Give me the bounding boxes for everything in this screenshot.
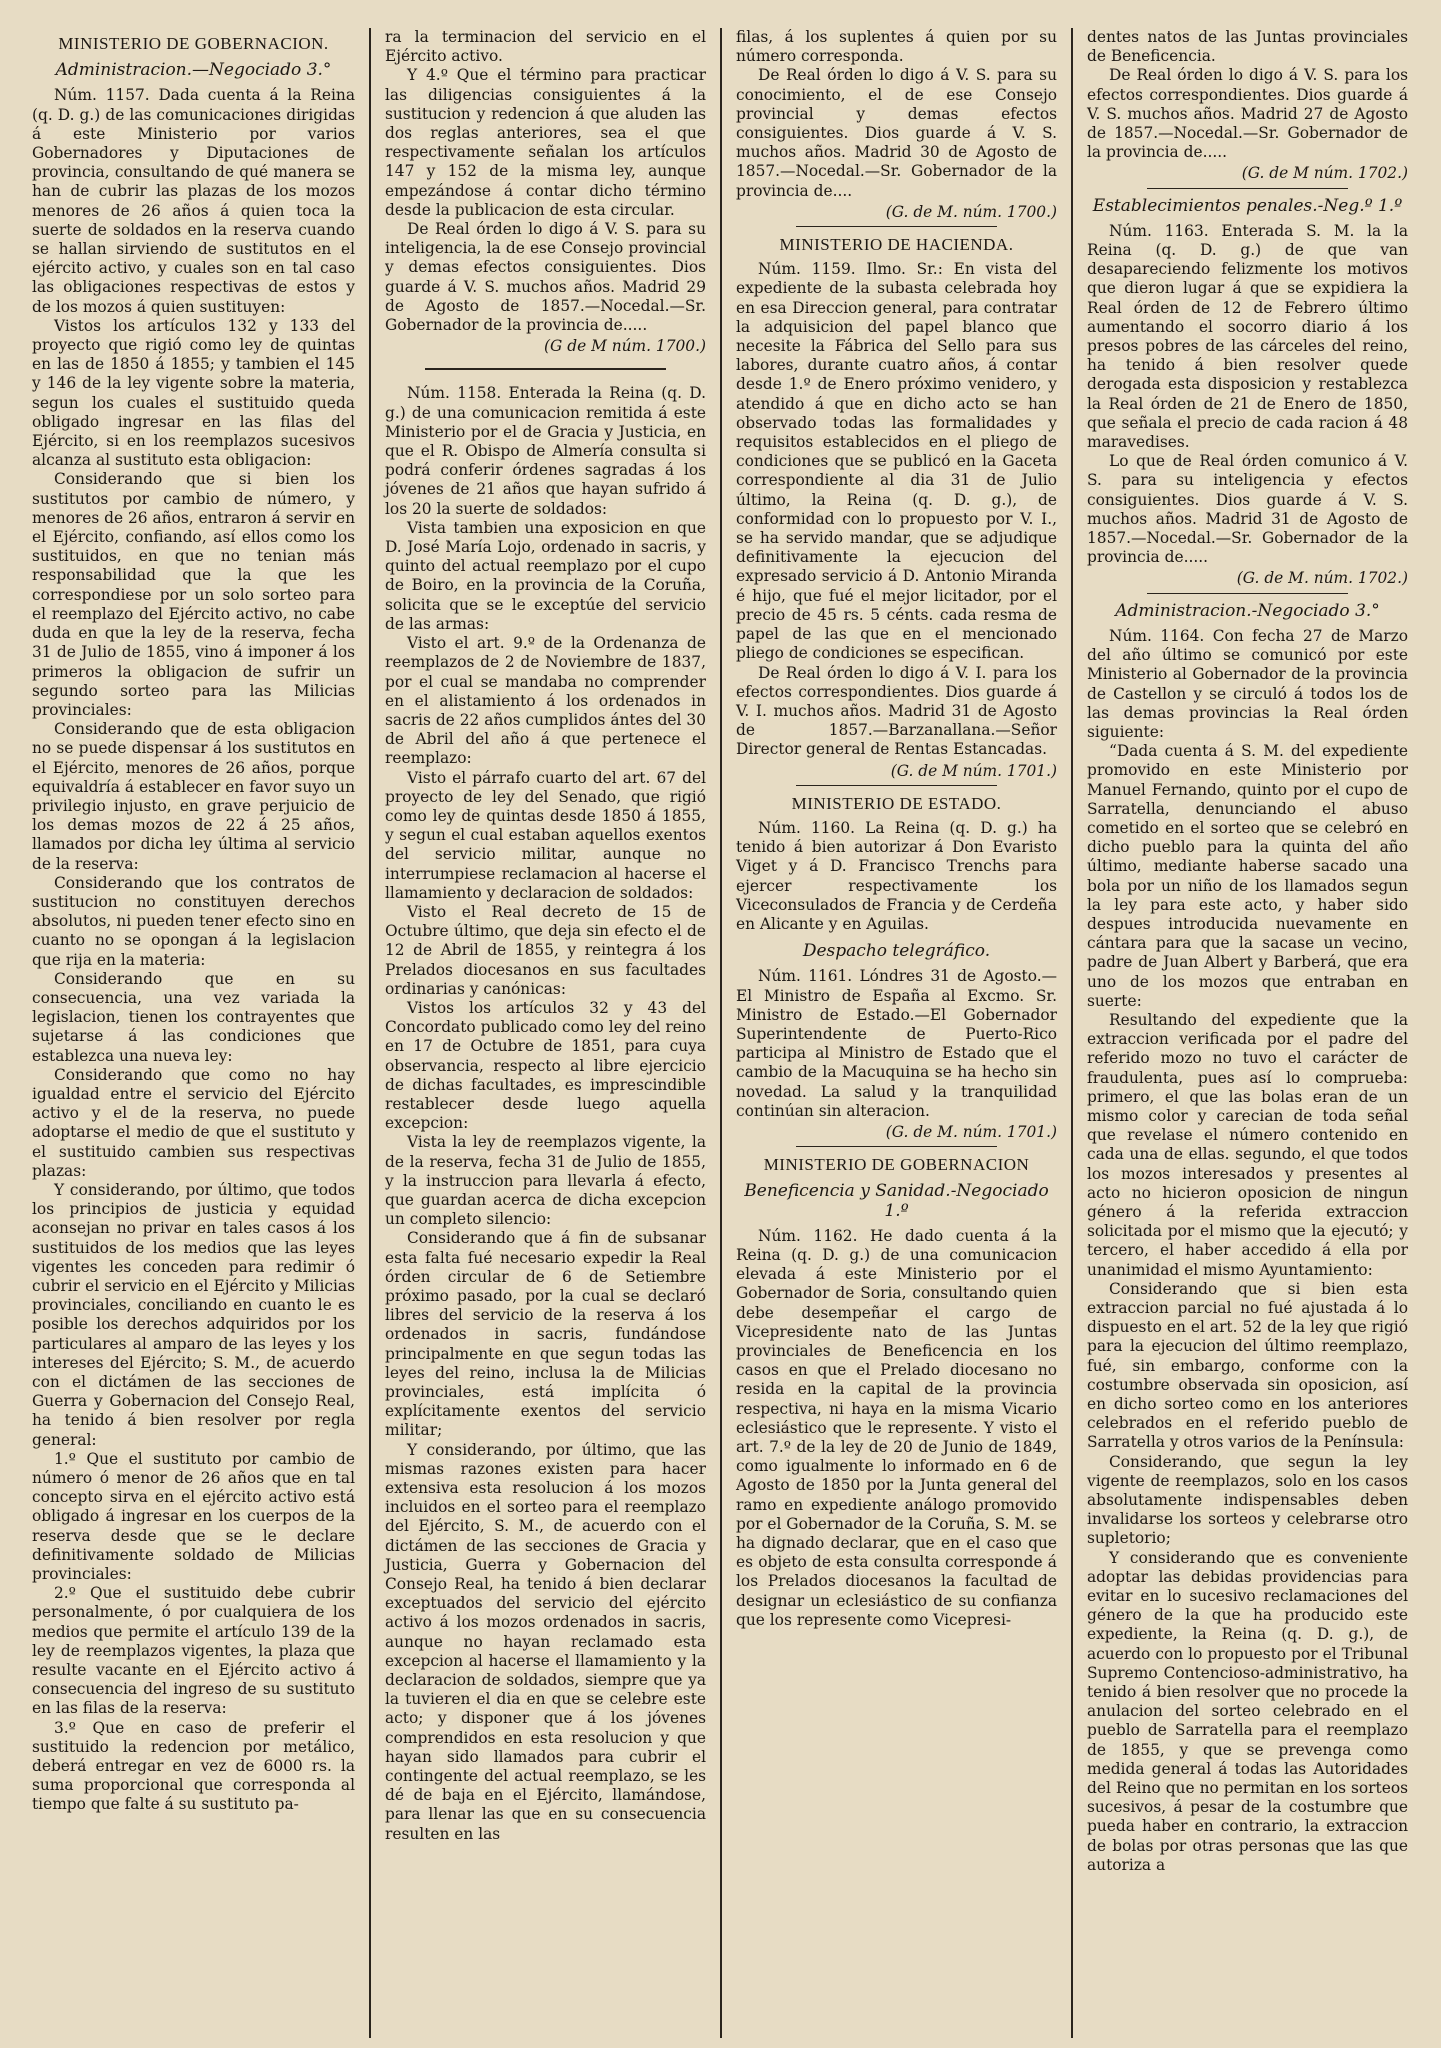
paragraph: Núm. 1163. Enterada S. M. la la Reina (q. D. g.) de que van desapareciendo felizmente los motivos que dieron lugar á que se expidiera la Real órden de 12 de Febrero último aumentando el socorro diario á los presos pobres de las cárceles del reino, ha tenido á bien resolver quede derogada esta disposicion y restablezca la Real órden de 21 de Enero de 1850, que señala el precio de cada racion á 48 maravedises. — [1087, 221, 1408, 452]
paragraph: Núm. 1158. Enterada la Reina (q. D. g.) de una comunicacion remitida á este Ministerio por el de Gracia y Justicia, en que el R. Obispo de Almería consulta si podrá conferir órdenes sagradas á los jóvenes de 21 años que hayan sufrido á los 20 la suerte de soldados: — [385, 384, 706, 518]
section-heading: MINISTERIO DE GOBERNACION — [763, 1155, 1030, 1175]
source-citation: (G de M núm. 1700.) — [544, 337, 706, 356]
paragraph: De Real órden lo digo á V. I. para los efectos correspondientes. Dios guarde á V. I. muchos años. Madrid 31 de Agosto de 1857.—Barzanallana.—Señor Director general de Rentas Estancadas. — [736, 663, 1057, 759]
article-1157 — [32, 86, 355, 1814]
section-subheading: Administracion.-Negociado 3.° — [1115, 600, 1380, 621]
divider — [1147, 593, 1348, 594]
paragraph: Núm. 1159. Ilmo. Sr.: En vista del expediente de la subasta celebrada hoy en esa Direccion general, para contratar la adquisicion del papel blanco que necesite la Fábrica del Sello para sus labores, durante cuatro años, á contar desde 1.º de Enero próximo venidero, y atendido á que en dicho acto se han observado todas las formalidades y requisitos establecidos en el pliego de condiciones que se publicó en la Gaceta correspondiente al dia 31 de Julio último, la Reina (q. D. g.), de conformidad con lo propuesto por V. I., se ha servido mandar, que se adjudique definitivamente la ejecucion del expresado servicio á D. Antonio Miranda é hijo, que fué el mejor licitador, por el precio de 45 rs. 5 cénts. cada resma de papel de las que en el mencionado pliego de condiciones se especifican. — [736, 260, 1057, 663]
column-1 — [18, 28, 369, 2038]
paragraph: Resultando del expediente que la extraccion verificada por el padre del referido mozo no tuvo el carácter de fraudulenta, pues así lo comprueba: primero, el que las bolas eran de un mismo color y carecian de toda señal que revelase el número contenido en cada una de ellas. segundo, el que todos los mozos interesados y presentes al acto no hicieron oposicion de ningun género á la referida extraccion solicitada por el mismo que la ejecutó; y tercero, el haber accedido á ella por unanimidad el mismo Ayuntamiento: — [1087, 1010, 1408, 1279]
paragraph: Considerando que los contratos de sustitucion no constituyen derechos absolutos, ni pueden tener efecto sino en cuanto no se opongan á la legislacion que rija en la materia: — [32, 873, 355, 969]
article-1164 — [1087, 627, 1408, 1875]
source-citation: (G. de M. núm. 1702.) — [1236, 569, 1408, 588]
section-subheading: Establecimientos penales.-Neg.º 1.º — [1092, 195, 1403, 216]
paragraph: Considerando que si bien los sustitutos por cambio de número, y menores de 26 años, entraron á servir en el Ejército, confiando, así ellos como los sustituidos, en que no tenian más responsabilidad que la que les correspondiese por un solo sorteo para el reemplazo del Ejército activo, no cabe duda en que la ley de la reserva, fecha 31 de Julio de 1855, vino á imponer á los primeros la obligacion de sufrir un segundo sorteo para las Milicias provinciales: — [32, 470, 355, 719]
paragraph: Núm. 1161. Lóndres 31 de Agosto.—El Ministro de España al Excmo. Sr. Ministro de Estado.—El Gobernador Superintendente de Puerto-Rico participa al Ministro de Estado que el cambio de la Macuquina se ha hecho sin novedad. La salud y la tranquilidad continúan sin alteracion. — [736, 967, 1057, 1120]
paragraph: 1.º Que el sustituto por cambio de número ó menor de 26 años que en tal concepto sirva en el ejército activo está obligado á ingresar en los cuerpos de la reserva desde que se le declare definitivamente soldado de Milicias provinciales: — [32, 1449, 355, 1584]
section-subheading: Beneficencia y Sanidad.-Negociado 1.º — [744, 1181, 1049, 1221]
paragraph: Y considerando, por último, que las mismas razones existen para hacer extensiva esta resolucion á los mozos incluidos en el sorteo para el reemplazo del Ejército, S. M., de acuerdo con el dictámen de las secciones de Gracia y Justicia, Guerra y Gobernacion del Consejo Real, ha tenido á bien declarar exceptuados del servicio del ejército activo á los mozos ordenados in sacris, aunque no hayan reclamado esta excepcion al hacerse el llamamiento y la declaracion de soldados, siempre que ya la tuvieren el dia en que se celebre este acto; y disponer que á los jóvenes comprendidos en esta resolucion y que hayan sido llamados para cubrir el contingente del actual reemplazo, se les dé de baja en el Ejército, llamándose, para llenar las que en su consecuencia resulten en las — [385, 1440, 706, 1843]
paragraph: ra la terminacion del servicio en el Ejército activo. — [385, 28, 706, 66]
article-1163 — [1087, 222, 1408, 568]
paragraph: Visto el art. 9.º de la Ordenanza de reemplazos de 2 de Noviembre de 1837, por el cual se mandaba no comprender en el alistamiento á los ordenados in sacris de 22 años cumplidos ántes del 30 de Abril del año á que pertenece el reemplazo: — [385, 634, 706, 768]
paragraph: 2.º Que el sustituido debe cubrir personalmente, ó por cualquiera de los medios que permite el artículo 139 de la ley de reemplazos vigentes, la plaza que resulte vacante en el Ejército activo á consecuencia del ingreso de su sustituto en las filas de la reserva: — [32, 1584, 355, 1718]
paragraph: Vistos los artículos 32 y 43 del Concordato publicado como ley del reino en 17 de Octubre de 1851, para cuya observancia, respecto al libre ejercicio de dichas facultades, es imprescindible restablecer desde luego aquella excepcion: — [385, 998, 706, 1133]
article-1162-end — [1087, 28, 1408, 162]
paragraph: “Dada cuenta á S. M. del expediente promovido en este Ministerio por Manuel Fernando, quinto por el cupo de Sarratella, denunciando el abuso cometido en el sorteo que se celebró en dicho pueblo para la quinta del año último, mediante haberse sacado una bola por un niño de los llamados segun la ley para este acto, y haber sido despues introducida nuevamente en cántara para que la sacase un vecino, padre de Juan Albert y Barberá, que era uno de los mozos que entraban en suerte: — [1087, 742, 1408, 1010]
paragraph: 3.º Que en caso de preferir el sustituido la redencion por metálico, deberá entregar en vez de 6000 rs. la suma proporcional que corresponda al tiempo que falte á su sustituto pa- — [32, 1718, 355, 1814]
column-2 — [369, 28, 720, 2038]
source-citation: (G. de M núm. 1702.) — [1241, 164, 1408, 183]
column-3 — [720, 28, 1071, 2038]
paragraph: dentes natos de las Juntas provinciales de Beneficencia. — [1087, 28, 1408, 66]
divider — [796, 785, 997, 786]
paragraph: Núm. 1162. He dado cuenta á la Reina (q. D. g.) de una comunicacion elevada á este Ministerio por el Gobernador de Soria, consultando quien debe desempeñar el cargo de Vicepresidente nato de las Juntas provinciales de Beneficencia en los casos en que el Prelado diocesano no resida en la capital de la provincia respectiva, ni haya en la misma Vicario eclesiástico que le represente. Y visto el art. 7.º de la ley de 20 de Junio de 1849, como igualmente lo informado en 6 de Agosto de 1850 por la Junta general del ramo en expediente análogo promovido por el Gobernador de la Coruña, S. M. se ha dignado declarar, que en el caso que es objeto de esta consulta corresponde á los Prelados diocesanos la facultad de designar un eclesiástico de su confianza que los represente como Vicepresi- — [736, 1226, 1057, 1629]
source-citation: (G. de M. núm. 1700.) — [885, 202, 1057, 221]
source-citation: (G. de M. núm. 1701.) — [885, 1122, 1057, 1141]
paragraph: filas, á los suplentes á quien por su número corresponda. — [736, 28, 1057, 66]
article-1158 — [385, 384, 706, 1843]
paragraph: Lo que de Real órden comunico á V. S. para su inteligencia y efectos consiguientes. Dios guarde á V. S. muchos años. Madrid 31 de Agosto de 1857.—Nocedal.—Sr. Gobernador de la provincia de..... — [1087, 452, 1408, 567]
section-heading: MINISTERIO DE ESTADO. — [791, 793, 1002, 813]
section-subheading: Administracion.—Negociado 3.° — [55, 60, 332, 81]
paragraph: Considerando que si bien esta extraccion parcial no fué ajustada á lo dispuesto en el art. 52 de la ley que rigió para la ejecucion del último reemplazo, fué, sin embargo, conforme con la costumbre observada sin oposicion, así en dicho sorteo como en los anteriores celebrados en el referido pueblo de Sarratella y otros varios de la Península: — [1087, 1279, 1408, 1452]
paragraph: Núm. 1157. Dada cuenta á la Reina (q. D. g.) de las comunicaciones dirigidas á este Ministerio por varios Gobernadores y Diputaciones de provincia, consultando de qué manera se han de cubrir las plazas de los mozos menores de 26 años á quien toca la suerte de soldados en la reserva cuando se hallan sirviendo de sustitutos en el ejército activo, y cuales son en tal caso las obligaciones respectivas de estos y de los mozos á quien sustituyen: — [32, 86, 355, 316]
paragraph: Visto el párrafo cuarto del art. 67 del proyecto de ley del Senado, que rigió como ley de quintas desde 1850 á 1855, y segun el cual estaban aquellos exentos del servicio militar, aunque no interrumpiese reclamacion al hacerse el llamamiento y declaracion de soldados: — [385, 768, 706, 902]
paragraph: Considerando que de esta obligacion no se puede dispensar á los sustitutos en el Ejército, menores de 26 años, porque equivaldría á establecer en favor suyo un privilegio injusto, en grave perjuicio de los demas mozos de 22 á 25 años, llamados por dicha ley última al servicio de la reserva: — [32, 720, 355, 873]
article-1160 — [736, 819, 1057, 934]
paragraph: De Real órden lo digo á V. S. para los efectos correspondientes. Dios guarde á V. S. muchos años. Madrid 27 de Agosto de 1857.—Nocedal.—Sr. Gobernador de la provincia de..... — [1087, 66, 1408, 162]
article-1158-end — [736, 28, 1057, 201]
paragraph: Vistos los artículos 132 y 133 del proyecto que rigió como ley de quintas en las de 1850 á 1855; y tambien el 145 y 146 de la ley vigente sobre la materia, segun los cuales el sustituido queda obligado ingresar en las filas del Ejército, si en los reemplazos sucesivos alcanza al sustituto esta obligacion: — [32, 316, 355, 470]
section-subheading: Despacho telegráfico. — [802, 941, 991, 962]
paragraph: Y considerando que es conveniente adoptar las debidas providencias para evitar en lo sucesivo reclamaciones del género de la que ha producido este expediente, la Reina (q. D. g.), de acuerdo con lo propuesto por el Tribunal Supremo Contencioso-administrativo, ha tenido á bien resolver que no procede la anulacion del sorteo celebrado en el pueblo de Sarratella para el reemplazo de 1855, y que se prevenga como medida general á todas las Autoridades del Reino que no permitan en los sorteos sucesivos, á pesar de la costumbre que pueda haber en contrario, la extraccion de bolas por otras personas que las que autoriza a — [1087, 1548, 1408, 1874]
paragraph: Considerando, que segun la ley vigente de reemplazos, solo en los casos absolutamente indispensables deben invalidarse los sorteos y celebrarse otro supletorio; — [1087, 1452, 1408, 1548]
paragraph: Y 4.º Que el término para practicar las diligencias consiguientes á la sustitucion y redencion á que aluden las dos reglas anteriores, sea el que respectivamente señalan los artículos 147 y 152 de la misma ley, aunque empezándose á contar dicho término desde la publicacion de esta circular. — [385, 66, 706, 219]
article-1159 — [736, 260, 1057, 759]
source-citation: (G. de M núm. 1701.) — [890, 761, 1057, 780]
paragraph: De Real órden lo digo á V. S. para su inteligencia, la de ese Consejo provincial y demas efectos consiguientes. Dios guarde á V. S. muchos años. Madrid 29 de Agosto de 1857.—Nocedal.—Sr. Gobernador de la provincia de..... — [385, 220, 706, 335]
paragraph: Considerando que á fin de subsanar esta falta fué necesario expedir la Real órden circular de 6 de Setiembre próximo pasado, por la cual se declaró libres del servicio de la reserva á los ordenados in sacris, fundándose principalmente en que segun todas las leyes del reino, inclusa la de Milicias provinciales, está implícita ó explícitamente exentos del servicio militar; — [385, 1229, 706, 1440]
paragraph: Núm. 1160. La Reina (q. D. g.) ha tenido á bien autorizar á Don Evaristo Viget y á D. Francisco Trenchs para ejercer respectivamente los Viceconsulados de Francia y de Cerdeña en Alicante y en Aguilas. — [736, 818, 1057, 933]
column-4 — [1071, 28, 1422, 2038]
paragraph: Núm. 1164. Con fecha 27 de Marzo del año último se comunicó por este Ministerio al Gobernador de la provincia de Castellon y se circuló á todos los de las demas provincias la Real órden siguiente: — [1087, 626, 1408, 741]
divider — [796, 1146, 997, 1147]
paragraph: Y considerando, por último, que todos los principios de justicia y equidad aconsejan no privar en tales casos á los sustituidos de los medios que las leyes vigentes les conceden para redimir ó cubrir el servicio en el Ejército y Milicias provinciales, conciliando en cuanto le es posible los derechos adquiridos por los particulares al amparo de las leyes y los intereses del Ejército; S. M., de acuerdo con el dictámen de las secciones de Guerra y Gobernacion del Consejo Real, ha tenido á bien resolver por regla general: — [32, 1180, 355, 1449]
paragraph: Considerando que en su consecuencia, una vez variada la legislacion, tienen los contrayentes que sujetarse á las condiciones que establezca una nueva ley: — [32, 969, 355, 1065]
section-heading: MINISTERIO DE GOBERNACION. — [58, 34, 329, 53]
article-1157-end — [385, 28, 706, 335]
paragraph: Vista la ley de reemplazos vigente, la de la reserva, fecha 31 de Julio de 1855, y la instruccion para llevarla á efecto, que guardan acerca de dicha excepcion un completo silencio: — [385, 1133, 706, 1229]
section-heading: MINISTERIO DE HACIENDA. — [779, 235, 1014, 255]
paragraph: De Real órden lo digo á V. S. para su conocimiento, el de ese Consejo provincial y demas efectos consiguientes. Dios guarde á V. S. muchos años. Madrid 30 de Agosto de 1857.—Nocedal.—Sr. Gobernador de la provincia de.... — [736, 66, 1057, 200]
paragraph: Visto el Real decreto de 15 de Octubre último, que deja sin efecto el de 12 de Abril de 1855, y reintegra á los Prelados diocesanos en sus facultades ordinarias y canónicas: — [385, 902, 706, 998]
divider — [796, 226, 997, 227]
article-1161 — [736, 967, 1057, 1121]
paragraph: Considerando que como no hay igualdad entre el servicio del Ejército activo y el de la reserva, no puede adoptarse el medio de que el sustituto y el sustituido cambien sus respectivas plazas: — [32, 1065, 355, 1180]
paragraph: Vista tambien una exposicion en que D. José María Lojo, ordenado in sacris, y quinto del actual reemplazo por el cupo de Boiro, en la provincia de la Coruña, solicita que se le exceptúe del servicio de las armas: — [385, 518, 706, 633]
divider — [1147, 188, 1348, 189]
article-1162 — [736, 1227, 1057, 1630]
